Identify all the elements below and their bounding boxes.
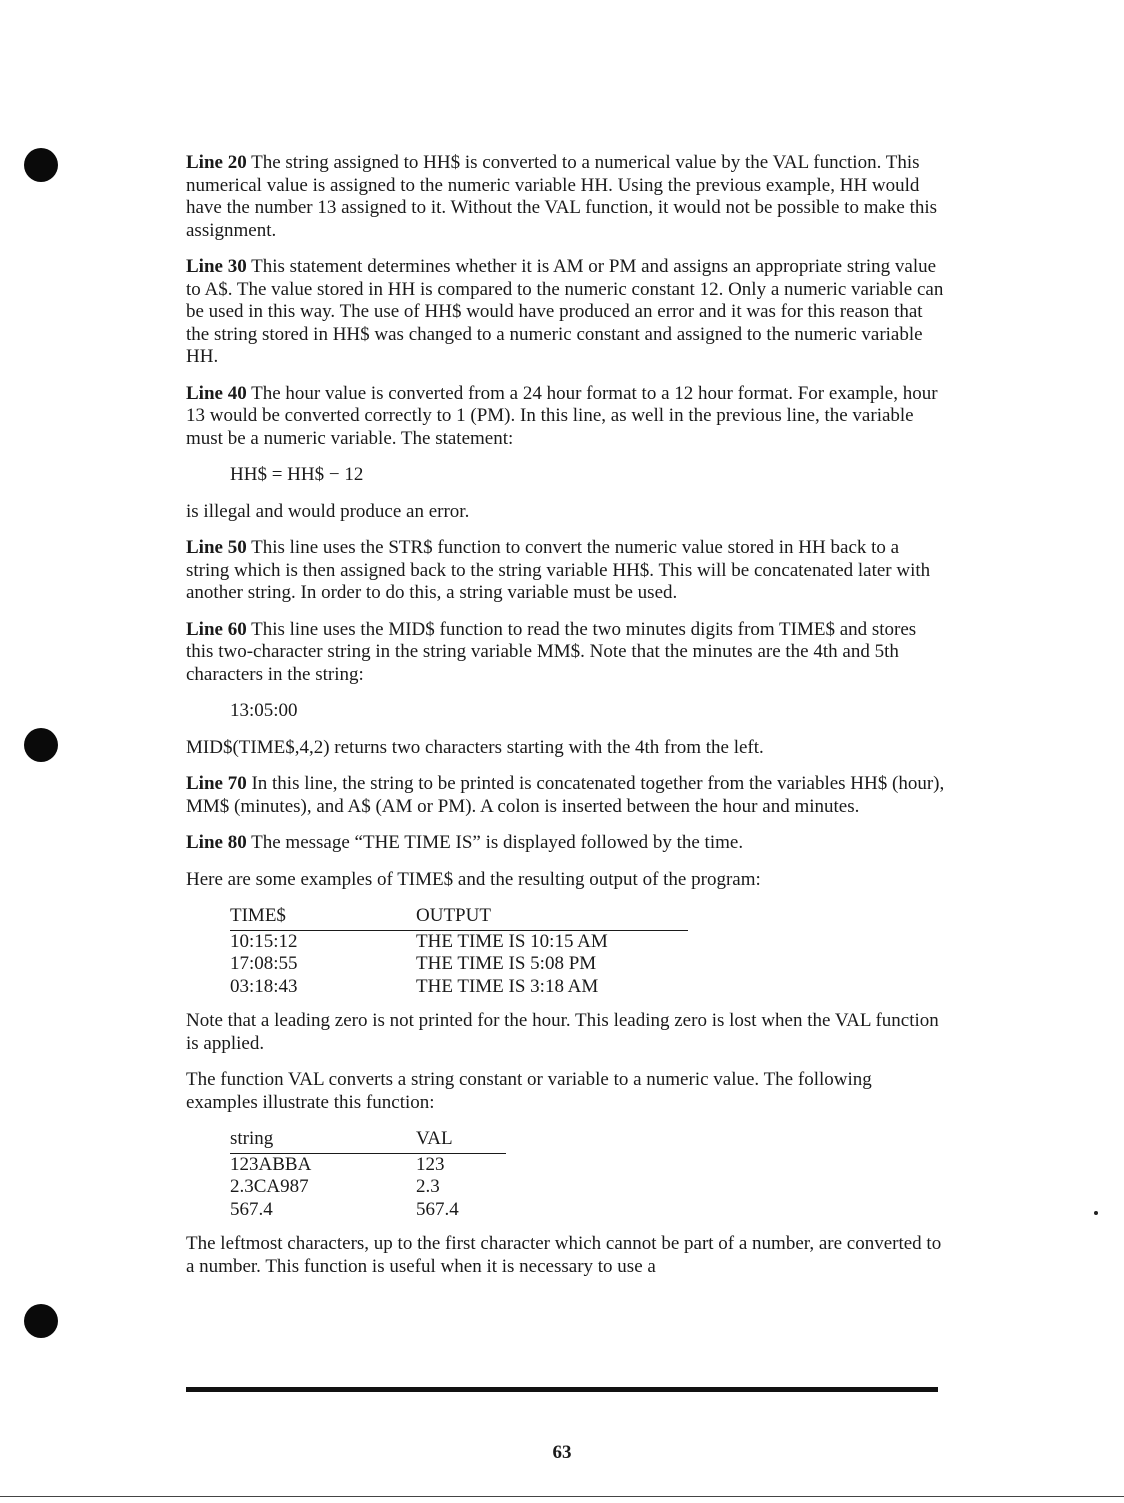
- code-example-time: 13:05:00: [230, 700, 298, 721]
- table-row: [230, 1153, 506, 1176]
- code-example-hh: HH$ = HH$ − 12: [230, 464, 364, 485]
- table-header: OUTPUT: [416, 905, 688, 930]
- table-cell: 123: [416, 1153, 445, 1175]
- val-examples-table: [230, 1128, 506, 1221]
- paragraph-illegal: is illegal and would produce an error.: [186, 500, 470, 522]
- paragraph-mid: MID$(TIME$,4,2) returns two characters starting with the 4th from the left.: [186, 736, 764, 758]
- paragraph-line-20: Line 20 The string assigned to HH$ is converted to a numerical value by the VAL function. This numerical value is assigned to the numeric variable HH. Using the previous example, HH would have the number 13 assigned to it. Without the VAL function, it would not be possible to make this assignment.: [186, 152, 938, 241]
- paragraph-line-50: Line 50 This line uses the STR$ function to convert the numeric value stored in HH back to a string which is then assigned back to the string variable HH$. This will be concatenated later with another string. In order to do this, a string variable must be used.: [186, 537, 931, 603]
- paragraph-leftmost: The leftmost characters, up to the first character which cannot be part of a number, are converted to a number. This function is useful when it is necessary to use a: [186, 1233, 942, 1277]
- table-cell: THE TIME IS 10:15 AM: [416, 930, 608, 952]
- table-header: string: [230, 1128, 416, 1153]
- table-cell: THE TIME IS 5:08 PM: [416, 953, 597, 974]
- table-header-row: [230, 905, 688, 930]
- paragraph-examples-intro: Here are some examples of TIME$ and the resulting output of the program:: [186, 868, 761, 890]
- scan-edge-line: [0, 1496, 1124, 1497]
- table-row: [230, 1176, 506, 1199]
- paragraph-line-30: Line 30 This statement determines whether it is AM or PM and assigns an appropriate string value to A$. The value stored in HH is compared to the numeric constant 12. Only a numeric variable can be used in this way. The use of HH$ would have produced an error and it was for this reason that the string stored in HH$ was changed to a numeric constant and assigned to the numeric variable HH.: [186, 256, 944, 367]
- table-cell: 10:15:12: [230, 930, 298, 952]
- paragraph-line-60: Line 60 This line uses the MID$ function to read the two minutes digits from TIME$ and stores this two-character string in the string variable MM$. Note that the minutes are the 4th and 5th characters in the string:: [186, 618, 917, 685]
- paragraph-leading-zero: Note that a leading zero is not printed for the hour. This leading zero is lost when the VAL function is applied.: [186, 1010, 939, 1054]
- table-cell: 567.4: [416, 1198, 459, 1220]
- table-cell: 03:18:43: [230, 975, 298, 997]
- binder-hole-middle: [24, 728, 58, 762]
- footer-rule: [186, 1387, 938, 1392]
- table-cell: 2.3: [416, 1176, 440, 1197]
- time-output-table: [230, 905, 688, 998]
- paragraph-line-40: Line 40 The hour value is converted from a 24 hour format to a 12 hour format. For example, hour 13 would be converted correctly to 1 (PM). In this line, as well in the previous line, the variable must be a numeric variable. The statement:: [186, 382, 938, 449]
- table-row: [230, 930, 688, 953]
- table-row: [230, 953, 688, 976]
- paragraph-line-80: Line 80 The message “THE TIME IS” is displayed followed by the time.: [186, 832, 744, 853]
- paragraph-line-70: Line 70 In this line, the string to be printed is concatenated together from the variables HH$ (hour), MM$ (minutes), and A$ (AM or PM). A colon is inserted between the hour and minutes.: [186, 773, 945, 817]
- table-cell: 2.3CA987: [230, 1176, 309, 1197]
- scan-speck: [1094, 1211, 1098, 1215]
- table-cell: 17:08:55: [230, 953, 298, 974]
- binder-hole-top: [24, 148, 58, 182]
- table-header: TIME$: [230, 905, 416, 930]
- table-cell: THE TIME IS 3:18 AM: [416, 975, 599, 997]
- table-row: [230, 976, 688, 999]
- paragraph-val-intro: The function VAL converts a string constant or variable to a numeric value. The following examples illustrate this function:: [186, 1069, 872, 1113]
- table-cell: 123ABBA: [230, 1153, 312, 1175]
- table-row: [230, 1199, 506, 1222]
- table-header: VAL: [416, 1128, 506, 1153]
- page-body: [186, 152, 946, 1292]
- binder-hole-bottom: [24, 1304, 58, 1338]
- page-number: 63: [552, 1442, 572, 1463]
- table-header-row: [230, 1128, 506, 1153]
- table-cell: 567.4: [230, 1198, 273, 1220]
